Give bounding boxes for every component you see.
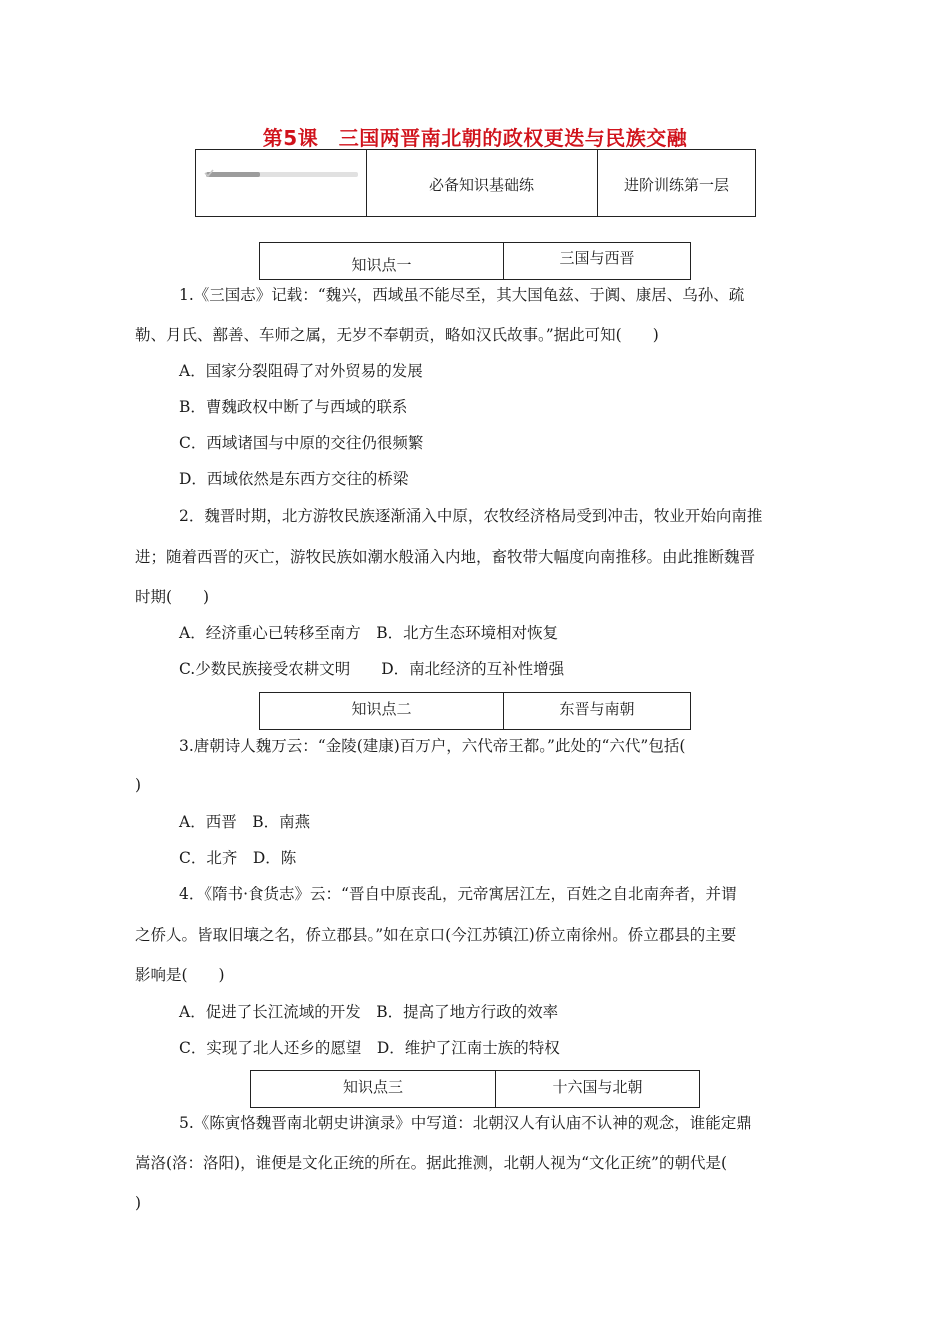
knowledge-point-3 bbox=[250, 1070, 700, 1108]
q1-option-a: A．国家分裂阻碍了对外贸易的发展 bbox=[179, 362, 423, 380]
kp3-label: 知识点三 bbox=[342, 1078, 403, 1096]
page-title: 第5课 三国两晋南北朝的政权更迭与民族交融 bbox=[262, 126, 688, 150]
q3-options-cd: C．北齐 D．陈 bbox=[179, 849, 297, 867]
q1-stem-line2: 勒、月氏、鄯善、车师之属，无岁不奉朝贡，略如汉氏故事。”据此可知( ) bbox=[135, 326, 659, 344]
q4-options-ab: A．促进了长江流域的开发 B．提高了地方行政的效率 bbox=[179, 1003, 559, 1021]
q4-options-cd: C．实现了北人还乡的愿望 D．维护了江南士族的特权 bbox=[179, 1039, 560, 1057]
header-col2-cell bbox=[366, 150, 598, 216]
header-col3-label: 进阶训练第一层 bbox=[623, 176, 729, 194]
kp2-name: 东晋与南朝 bbox=[559, 700, 635, 718]
q2-stem-line1: 2．魏晋时期，北方游牧民族逐渐涌入中原，农牧经济格局受到冲击，牧业开始向南推 bbox=[179, 507, 763, 525]
q4-stem-line2: 之侨人。皆取旧壤之名，侨立郡县。”如在京口(今江苏镇江)侨立南徐州。侨立郡县的主要 bbox=[135, 926, 737, 944]
q2-options-cd: C.少数民族接受农耕文明 D．南北经济的互补性增强 bbox=[179, 660, 565, 678]
q3-stem-line2: ) bbox=[135, 776, 142, 794]
q5-stem-line2: 嵩洛(洛：洛阳)，谁便是文化正统的所在。据此推测，北朝人视为“文化正统”的朝代是( bbox=[135, 1154, 727, 1172]
q4-stem-line1: 4．《隋书·食货志》云：“晋自中原丧乱，元帝寓居江左，百姓之自北南奔者，并谓 bbox=[179, 885, 737, 903]
header-col2-label: 必备知识基础练 bbox=[428, 176, 534, 194]
q5-stem-line3: ) bbox=[135, 1194, 142, 1212]
progress-bar-icon bbox=[196, 150, 366, 216]
knowledge-point-2 bbox=[259, 692, 691, 730]
q1-option-d: D．西域依然是东西方交往的桥梁 bbox=[179, 470, 409, 488]
q2-stem-line3: 时期( ) bbox=[135, 588, 210, 606]
q1-option-c: C．西域诸国与中原的交往仍很频繁 bbox=[179, 434, 424, 452]
q1-option-b: B．曹魏政权中断了与西域的联系 bbox=[179, 398, 408, 416]
q2-options-ab: A．经济重心已转移至南方 B．北方生态环境相对恢复 bbox=[179, 624, 559, 642]
q3-stem-line1: 3.唐朝诗人魏万云：“金陵(建康)百万户，六代帝王都。”此处的“六代”包括( bbox=[179, 737, 686, 755]
q5-stem-line1: 5.《陈寅恪魏晋南北朝史讲演录》中写道：北朝汉人有认庙不认神的观念，谁能定鼎 bbox=[179, 1114, 752, 1132]
knowledge-point-1 bbox=[259, 242, 691, 280]
kp1-name: 三国与西晋 bbox=[559, 249, 635, 267]
q3-options-ab: A．西晋 B．南燕 bbox=[179, 813, 311, 831]
q4-stem-line3: 影响是( ) bbox=[135, 966, 225, 984]
header-progress-cell bbox=[196, 150, 367, 216]
kp2-label: 知识点二 bbox=[351, 700, 412, 718]
kp3-name: 十六国与北朝 bbox=[552, 1078, 643, 1096]
kp1-label: 知识点一 bbox=[351, 256, 412, 274]
q1-stem-line1: 1.《三国志》记载：“魏兴，西域虽不能尽至，其大国龟兹、于阗、康居、乌孙、疏 bbox=[179, 286, 745, 304]
section-header-table bbox=[195, 149, 756, 217]
q2-stem-line2: 进；随着西晋的灭亡，游牧民族如潮水般涌入内地，畜牧带大幅度向南推移。由此推断魏晋 bbox=[135, 548, 756, 566]
